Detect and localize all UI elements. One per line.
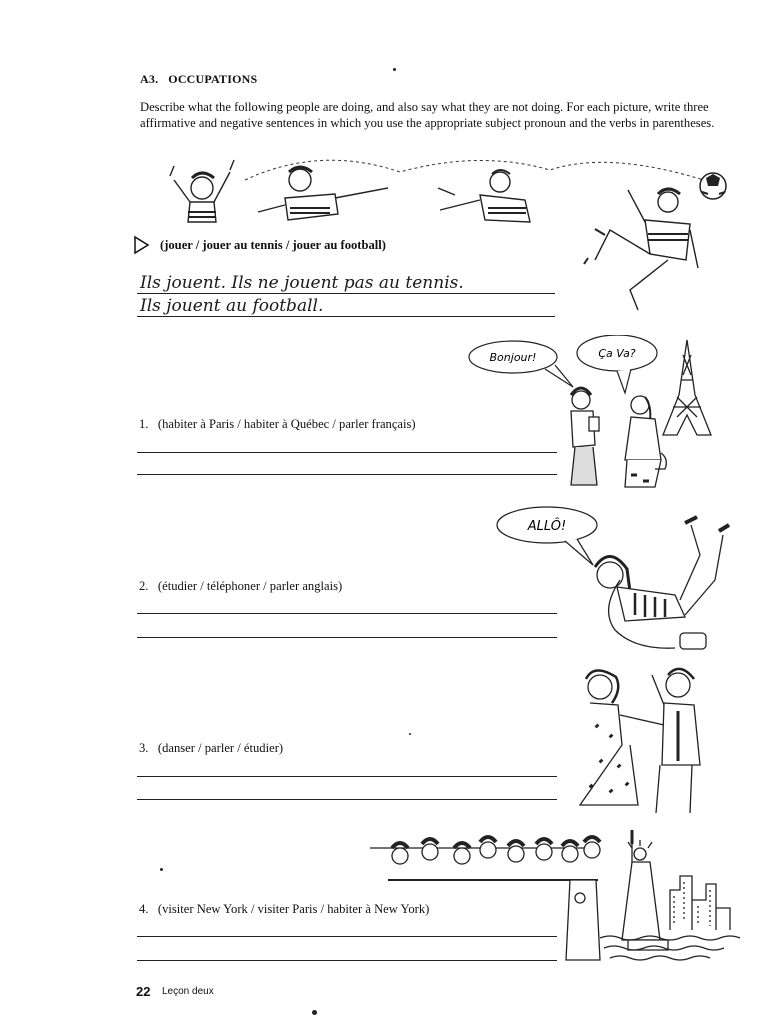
scan-mark [409,733,411,735]
item-2-verbs: (étudier / téléphoner / parler anglais) [157,579,343,593]
bubble-ca-va: Ça Va? [598,347,636,360]
item-2-answer-line[interactable] [137,637,557,638]
lesson-name: Leçon deux [162,986,214,997]
example-prompt: (jouer / jouer au tennis / jouer au football) [160,238,386,252]
item-2-answer-line[interactable] [137,613,557,614]
scan-mark [312,1010,317,1015]
soccer-ball-icon [700,173,726,199]
exercise-title-text: OCCUPATIONS [168,72,258,86]
scan-mark [393,68,396,71]
bubble-bonjour: Bonjour! [489,351,537,364]
item-3-answer-line[interactable] [137,799,557,800]
eiffel-tower-icon [663,340,711,435]
bubble-allo: ALLÔ! [527,519,567,534]
telephone-girl-illustration [495,505,745,665]
item-3-prompt [139,741,283,756]
item-1-verbs: (habiter à Paris / habiter à Québec / parler français) [157,417,416,431]
item-4-verbs: (visiter New York / visiter Paris / habiter à New York) [157,902,430,916]
exercise-number: A3. [140,72,159,86]
example-answer-underline1 [137,293,555,294]
dancing-couple-illustration [560,665,720,815]
item-1-number: 1. [139,417,149,431]
item-2-prompt [139,579,342,594]
statue-of-liberty-icon [622,830,668,950]
example-arrow-icon [132,234,152,256]
item-3-number: 3. [139,741,149,755]
item-3-answer-line[interactable] [137,776,557,777]
item-2-number: 2. [139,579,149,593]
scan-mark [160,868,163,871]
item-3-verbs: (danser / parler / étudier) [157,741,284,755]
telephone-icon [680,633,706,649]
page-number: 22 [136,984,151,999]
instructions: Describe what the following people are doing, and also say what they are not doing. For each picture, write three affirmative and negative sentences in which you use the appropriate subject pronoun and the verbs in parentheses. [140,100,715,130]
item-1-prompt [139,417,416,432]
paris-greeting-illustration [465,335,725,495]
example-answer-line1: Ils jouent. Ils ne jouent pas au tennis. [140,273,464,293]
example-answer-underline2 [137,316,555,317]
item-4-number: 4. [139,902,149,916]
new-york-boat-illustration [370,820,745,965]
example-answer-line2: Ils jouent au football. [140,296,324,316]
exercise-title [140,72,257,87]
